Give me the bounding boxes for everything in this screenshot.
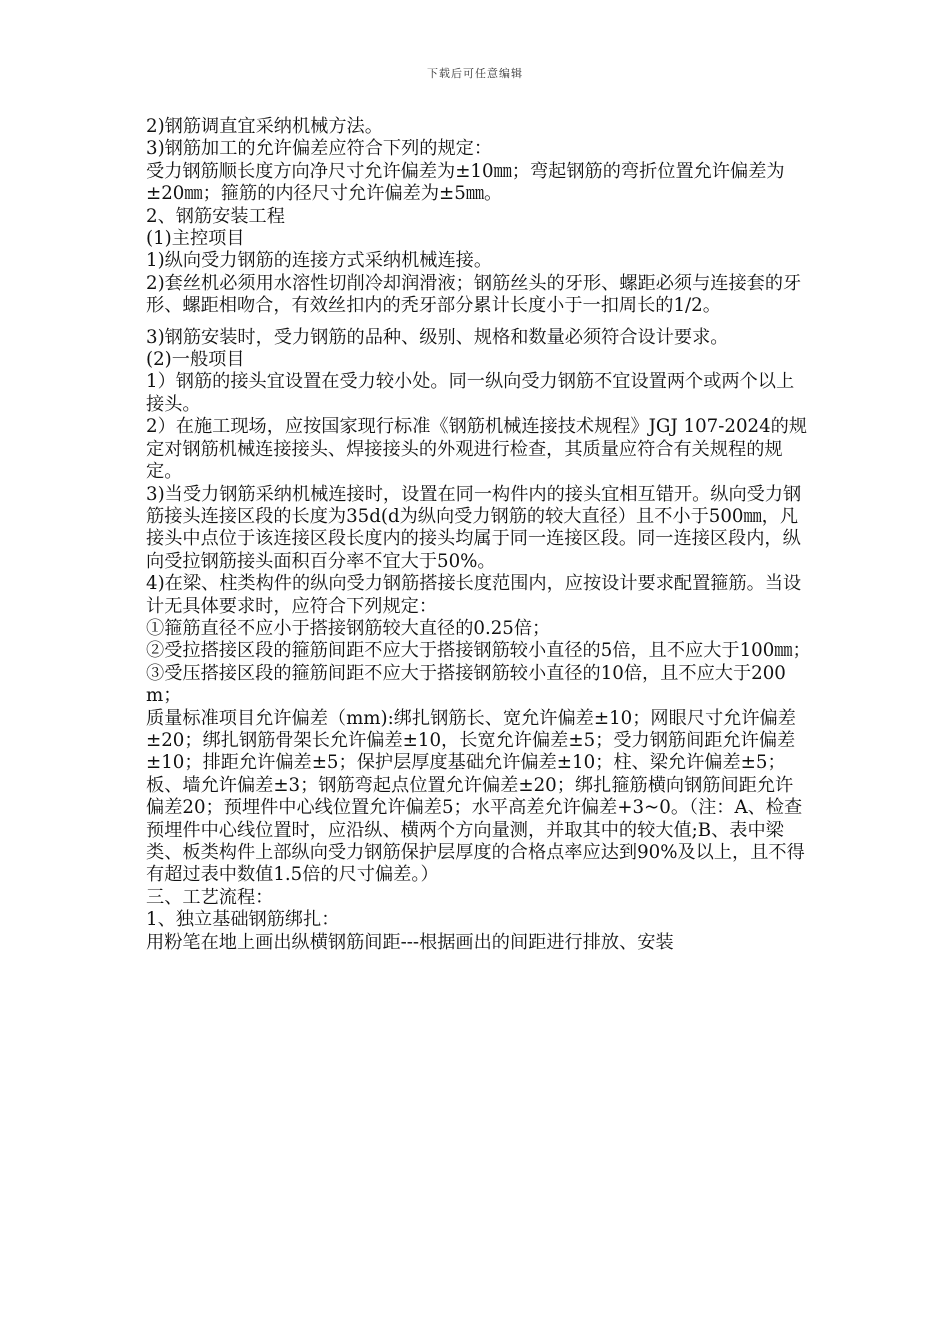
paragraph-threading-machine: 2)套丝机必须用水溶性切削冷却润滑液；钢筋丝头的牙形、螺距必须与连接套的牙形、螺距相吻合，有效丝扣内的秃牙部分累计长度小于一扣周长的1/2。 (146, 272, 802, 317)
section-heading-rebar-installation: 2、钢筋安装工程 (146, 205, 285, 227)
paragraph-rebar-straightening: 2)钢筋调直宜采纳机械方法。 (146, 116, 383, 137)
paragraph-joint-location: 1）钢筋的接头宜设置在受力较小处。同一纵向受力钢筋不宜设置两个或两个以上接头。 (146, 371, 795, 415)
paragraph-joint-staggering: 3)当受力钢筋采纳机械连接时，设置在同一构件内的接头宜相互错开。纵向受力钢筋接头连接区段的长度为35d(d为纵向受力钢筋的较大直径）且不小于500㎜，凡接头中点位于该连接区段长度内的接头均属于同一连接区段。同一连接区段内，纵向受拉钢筋接头面积百分率不宜大于50%。 (146, 483, 802, 572)
paragraph-mechanical-connection: 1)纵向受力钢筋的连接方式采纳机械连接。 (146, 250, 493, 272)
list-item-compression-lap-spacing: ③受压搭接区段的箍筋间距不应大于搭接钢筋较小直径的10倍，且不应大于200m； (146, 662, 786, 707)
paragraph-installation-requirements: 3)钢筋安装时，受力钢筋的品种、级别、规格和数量必须符合设计要求。 (146, 326, 729, 348)
list-item-tension-lap-spacing: ②受拉搭接区段的箍筋间距不应大于搭接钢筋较小直径的5倍，且不应大于100㎜； (146, 640, 811, 662)
section-heading-process-flow: 三、工艺流程： (146, 886, 274, 908)
paragraph-quality-standard-tolerances: 质量标准项目允许偏差（mm):绑扎钢筋长、宽允许偏差±10；网眼尺寸允许偏差±20；绑扎钢筋骨架长允许偏差±10，长宽允许偏差±5；受力钢筋间距允许偏差±10；排距允许偏差±5；保护层厚度基础允许偏差±10；柱、梁允许偏差±5；板、墙允许偏差±3；钢筋弯起点位置允许偏差±20；绑扎箍筋横向钢筋间距允许偏差20；预埋件中心线位置允许偏差5；水平高差允许偏差+3~0。（注：A、检查预埋件中心线位置时，应沿纵、横两个方向量测，并取其中的较大值;B、表中梁类、板类构件上部纵向受力钢筋保护层厚度的合格点率应达到90%及以上，且不得有超过表中数值1.5倍的尺寸偏差。） (146, 707, 805, 886)
list-item-stirrup-diameter: ①箍筋直径不应小于搭接钢筋较大直径的0.25倍； (146, 617, 551, 639)
document-body (146, 116, 811, 954)
subheading-main-control-items: (1)主控项目 (146, 228, 245, 250)
subheading-general-items: (2)一般项目 (146, 349, 245, 371)
page-header: 下载后可任意编辑 (427, 67, 523, 80)
paragraph-site-inspection: 2）在施工现场，应按国家现行标准《钢筋机械连接技术规程》JGJ 107-2024的规定对钢筋机械连接接头、焊接接头的外观进行检查，其质量应符合有关规程的规定。 (146, 416, 808, 483)
paragraph-processing-tolerance-rule: 3)钢筋加工的允许偏差应符合下列的规定： (146, 138, 493, 160)
paragraph-chalk-layout: 用粉笔在地上画出纵横钢筋间距---根据画出的间距进行排放、安装 (146, 931, 674, 953)
paragraph-stirrup-configuration: 4)在梁、柱类构件的纵向受力钢筋搭接长度范围内，应按设计要求配置箍筋。当设计无具体要求时，应符合下列规定： (146, 573, 802, 617)
subheading-independent-foundation: 1、独立基础钢筋绑扎： (146, 909, 340, 931)
paragraph-processing-tolerance-values: 受力钢筋顺长度方向净尺寸允许偏差为±10㎜；弯起钢筋的弯折位置允许偏差为±20㎜；箍筋的内径尺寸允许偏差为±5㎜。 (146, 160, 785, 205)
